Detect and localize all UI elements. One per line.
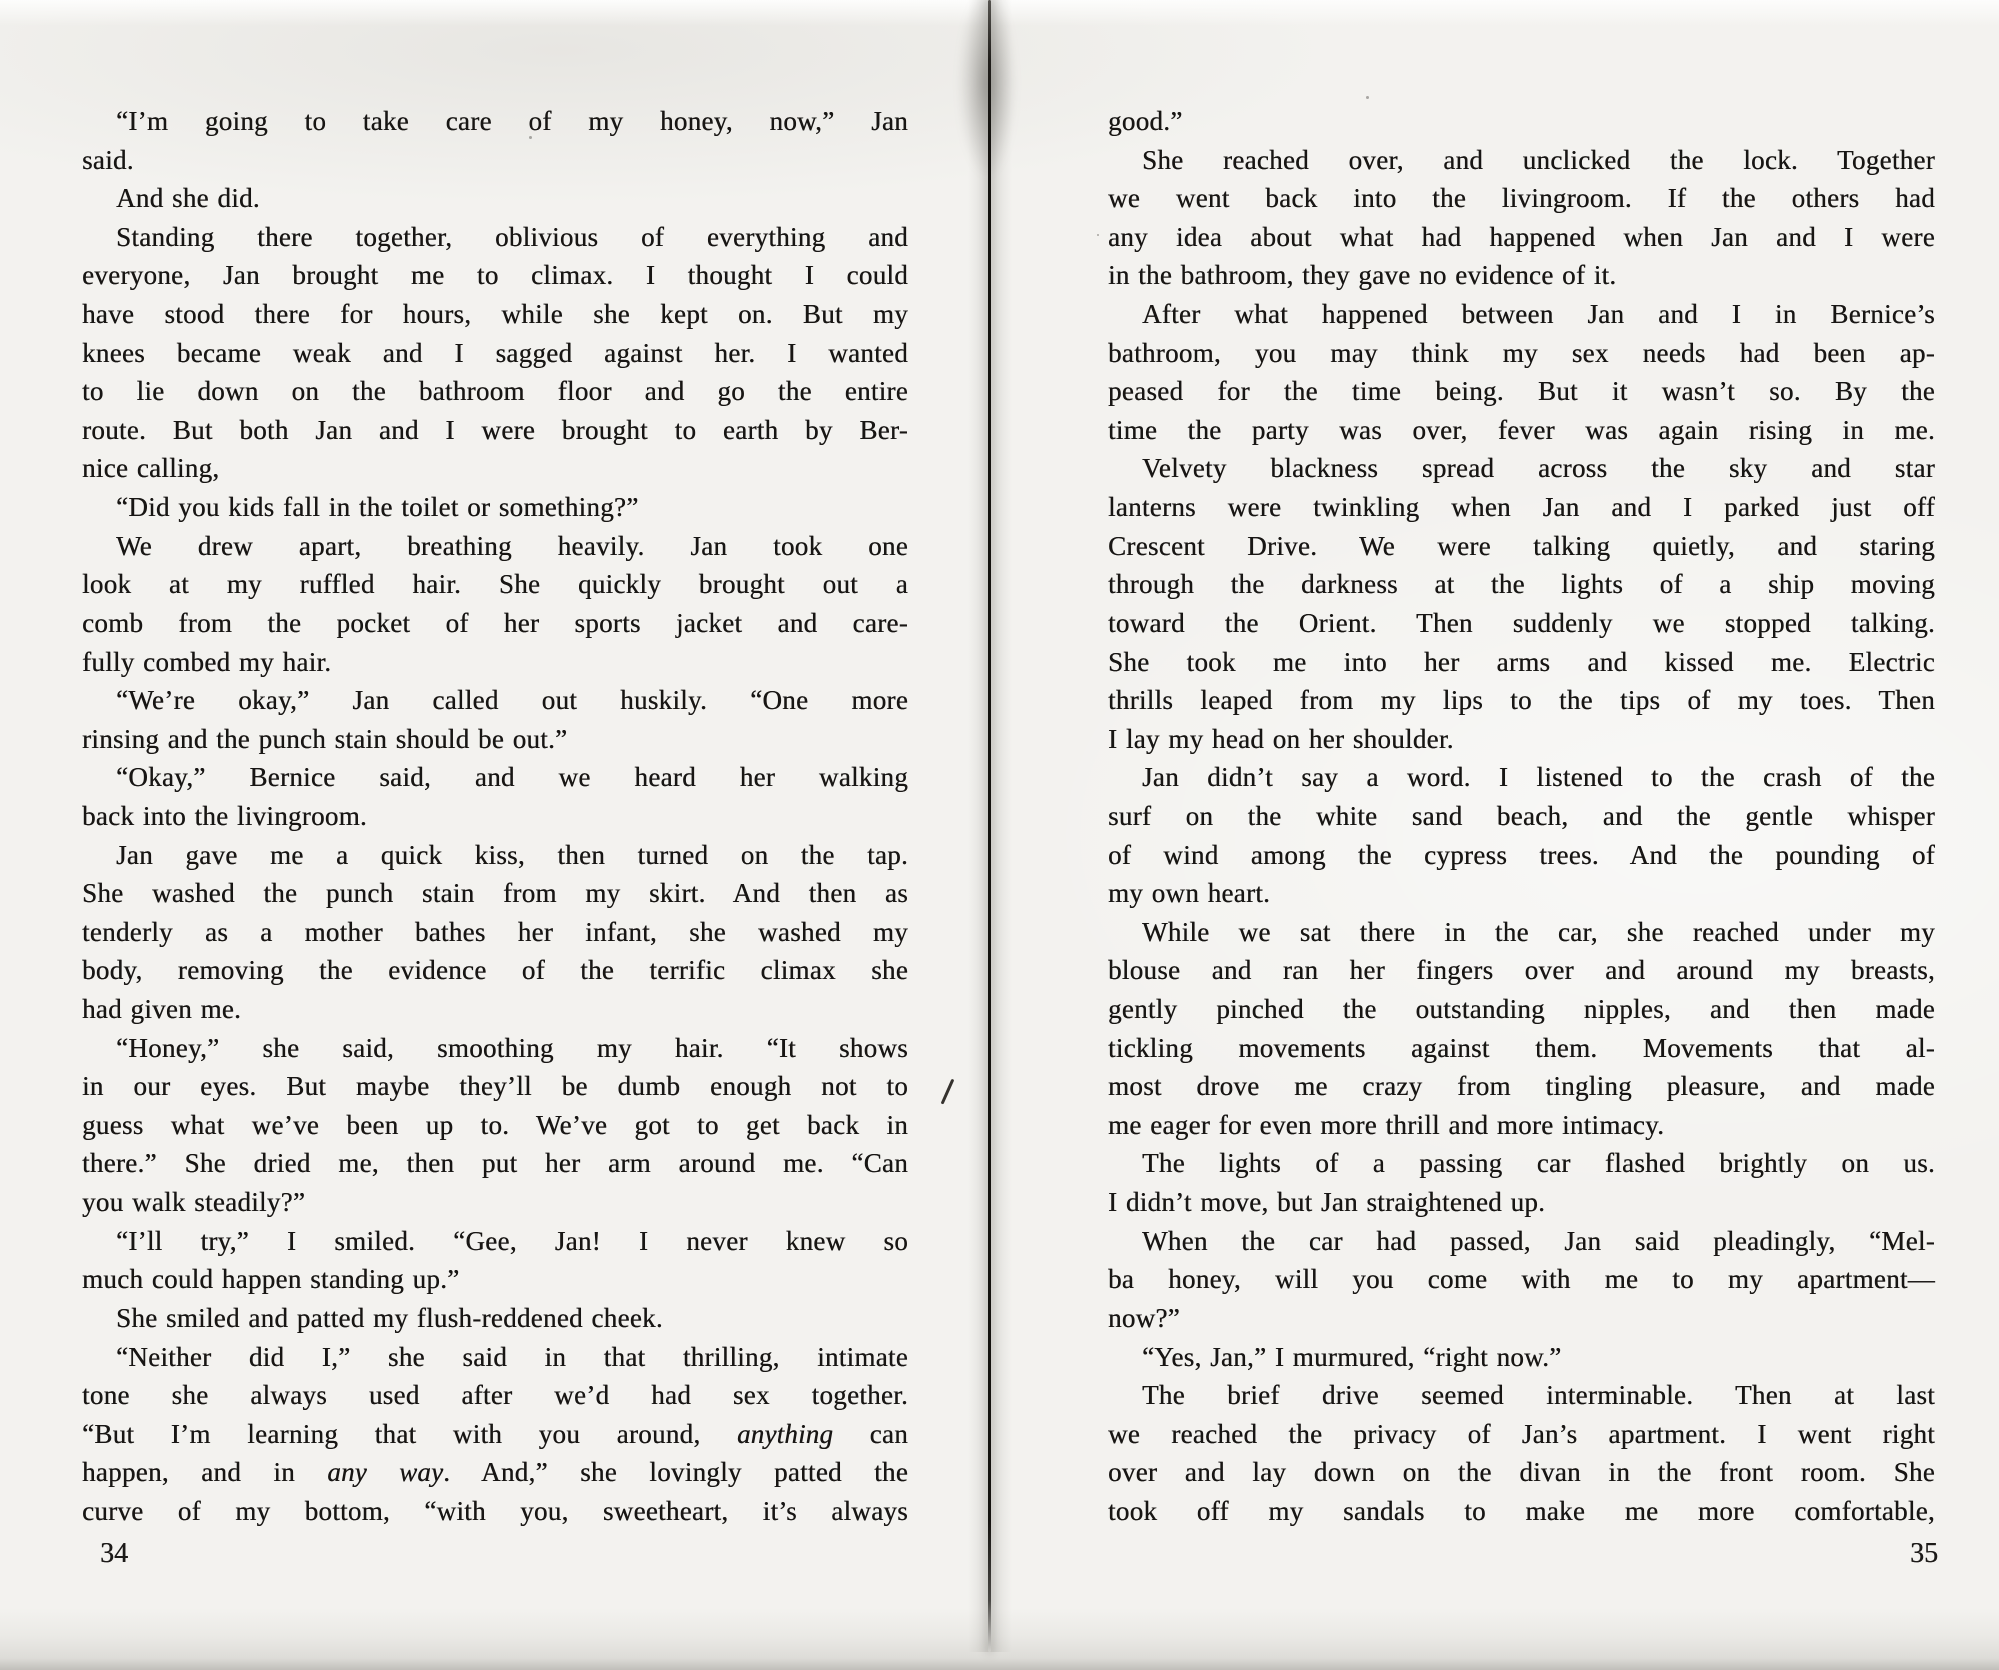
page-gutter-line (988, 0, 991, 1652)
text-line: I lay my head on her shoulder. (1108, 723, 1454, 754)
text-line: bathroom, you may think my sex needs had been ap- (1108, 337, 1935, 368)
text-line: ba honey, will you come with me to my apartment— (1108, 1264, 1935, 1295)
text-line: She smiled and patted my flush-reddened cheek. (116, 1302, 663, 1333)
text-line: surf on the white sand beach, and the gentle whisper (1108, 800, 1935, 831)
text-line: And she did. (116, 183, 260, 214)
text-line: Standing there together, oblivious of everything and (116, 221, 908, 252)
text-line: toward the Orient. Then suddenly we stopped talking. (1108, 607, 1935, 638)
text-line: “I’m going to take care of my honey, now,” Jan (116, 106, 908, 136)
page-34-text-column (82, 102, 908, 1531)
text-line: After what happened between Jan and I in Bernice’s (1142, 299, 1935, 330)
text-line: took off my sandals to make me more comfortable, (1108, 1495, 1935, 1526)
text-line: in our eyes. But maybe they’ll be dumb enough not to (82, 1071, 908, 1102)
text-line: nice calling, (82, 453, 220, 484)
text-line: look at my ruffled hair. She quickly brought out a (82, 569, 908, 600)
gutter-top-smudge (958, 0, 1016, 178)
text-line: She took me into her arms and kissed me. Electric (1108, 646, 1935, 677)
text-line: tone she always used after we’d had sex together. (82, 1380, 908, 1411)
text-line: over and lay down on the divan in the front room. She (1108, 1457, 1935, 1488)
text-line: “Yes, Jan,” I murmured, “right now.” (1142, 1341, 1562, 1372)
text-line: there.” She dried me, then put her arm around me. “Can (82, 1148, 908, 1179)
text-line: through the darkness at the lights of a ship moving (1108, 569, 1935, 600)
text-line: had given me. (82, 994, 242, 1025)
text-line: Velvety blackness spread across the sky and star (1142, 453, 1935, 484)
page-35-text-column (1108, 102, 1935, 1531)
text-line: happen, and in any way. And,” she lovingly patted the (82, 1457, 909, 1488)
text-line: back into the livingroom. (82, 800, 367, 831)
text-line: Jan gave me a quick kiss, then turned on the tap. (116, 839, 908, 870)
text-line: have stood there for hours, while she kept on. But my (82, 299, 908, 330)
text-line: “Neither did I,” she said in that thrilling, intimate (116, 1341, 908, 1372)
text-line: knees became weak and I sagged against her. I wanted (82, 337, 908, 368)
text-line: in the bathroom, they gave no evidence of it. (1108, 260, 1617, 291)
text-line: “I’ll try,” I smiled. “Gee, Jan! I never knew so (116, 1225, 908, 1256)
text-line: blouse and ran her fingers over and around my breasts, (1108, 955, 1935, 986)
text-line: tickling movements against them. Movements that al- (1108, 1032, 1935, 1063)
text-line: of wind among the cypress trees. And the pounding of (1108, 839, 1935, 870)
text-line: The brief drive seemed interminable. Then at last (1142, 1380, 1935, 1411)
text-line: peased for the time being. But it wasn’t so. By the (1108, 376, 1935, 407)
text-line: “Okay,” Bernice said, and we heard her walking (116, 762, 908, 793)
page-34-number: 34 (100, 1538, 128, 1569)
text-line: The lights of a passing car flashed brightly on us. (1142, 1148, 1935, 1179)
text-line: She washed the punch stain from my skirt. And then as (82, 878, 908, 909)
text-line: time the party was over, fever was again rising in me. (1108, 414, 1935, 445)
text-line: good.” (1108, 106, 1183, 136)
text-line: Crescent Drive. We were talking quietly, and staring (1108, 530, 1935, 561)
text-line: me eager for even more thrill and more intimacy. (1108, 1109, 1665, 1140)
scan-speck (1097, 234, 1099, 236)
text-line: any idea about what had happened when Jan and I were (1108, 221, 1935, 252)
text-line: you walk steadily?” (82, 1187, 306, 1218)
text-line: comb from the pocket of her sports jacket and care- (82, 607, 908, 638)
text-line: Jan didn’t say a word. I listened to the crash of the (1142, 762, 1935, 793)
page-35-number: 35 (1910, 1538, 1938, 1569)
text-line: When the car had passed, Jan said pleadingly, “Mel- (1142, 1225, 1935, 1256)
text-line: fully combed my hair. (82, 646, 332, 677)
text-line: thrills leaped from my lips to the tips of my toes. Then (1108, 685, 1935, 716)
text-line: much could happen standing up.” (82, 1264, 460, 1295)
text-line: curve of my bottom, “with you, sweetheart, it’s always (82, 1495, 908, 1526)
text-line: to lie down on the bathroom floor and go the entire (82, 376, 908, 407)
text-line: we reached the privacy of Jan’s apartment. I went right (1108, 1418, 1935, 1449)
text-line: She reached over, and unclicked the lock. Together (1142, 144, 1935, 175)
text-line: “But I’m learning that with you around, anything can (82, 1418, 909, 1449)
text-line: rinsing and the punch stain should be out.” (82, 723, 568, 754)
text-line: said. (82, 144, 134, 175)
text-line: my own heart. (1108, 878, 1271, 909)
text-line: “Honey,” she said, smoothing my hair. “It shows (116, 1032, 908, 1063)
text-line: lanterns were twinkling when Jan and I parked just off (1108, 492, 1935, 523)
text-line: gently pinched the outstanding nipples, and then made (1108, 994, 1935, 1025)
text-line: “We’re okay,” Jan called out huskily. “One more (116, 685, 908, 716)
text-line: most drove me crazy from tingling pleasure, and made (1108, 1071, 1935, 1102)
text-line: “Did you kids fall in the toilet or something?” (116, 492, 639, 523)
text-line: now?” (1108, 1302, 1180, 1333)
text-line: I didn’t move, but Jan straightened up. (1108, 1187, 1546, 1218)
text-line: guess what we’ve been up to. We’ve got to get back in (82, 1109, 908, 1140)
text-line: We drew apart, breathing heavily. Jan took one (116, 530, 908, 561)
text-line: tenderly as a mother bathes her infant, she washed my (82, 916, 908, 947)
text-line: everyone, Jan brought me to climax. I thought I could (82, 260, 908, 291)
text-line: we went back into the livingroom. If the others had (1108, 183, 1935, 214)
stray-pen-mark (941, 1079, 954, 1105)
text-line: While we sat there in the car, she reached under my (1142, 916, 1935, 947)
text-line: body, removing the evidence of the terrific climax she (82, 955, 908, 986)
text-line: route. But both Jan and I were brought to earth by Ber- (82, 414, 908, 445)
scan-speck (1366, 96, 1369, 99)
